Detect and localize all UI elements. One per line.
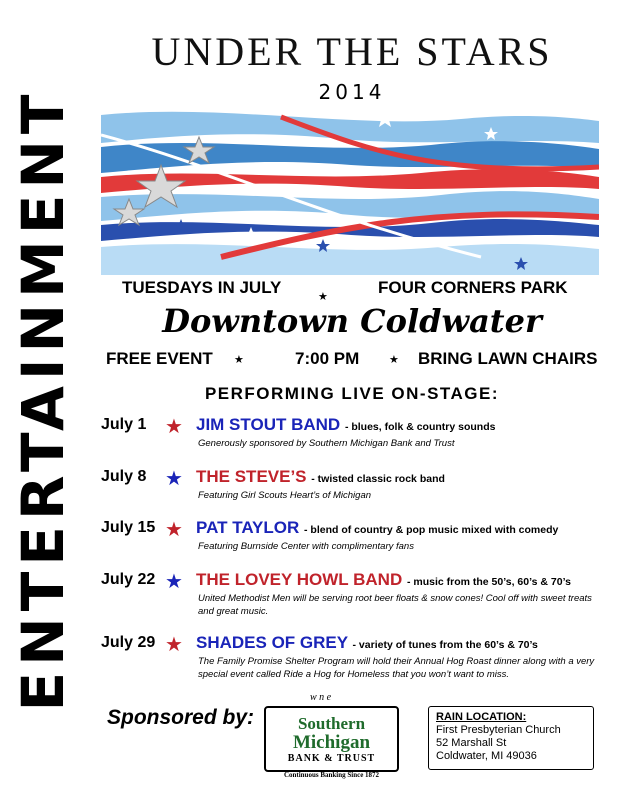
star-icon: ★ — [165, 468, 183, 490]
band-line — [196, 518, 558, 538]
rain-line: Coldwater, MI 49036 — [436, 750, 537, 762]
sponsor-name-line3: BANK & TRUST — [287, 753, 376, 764]
band-name: SHADES OF GREY — [196, 633, 348, 652]
flag-banner-graphic — [101, 107, 599, 275]
performing-headline: PERFORMING LIVE ON-STAGE: — [204, 384, 500, 403]
band-description: - variety of tunes from the 60’s & 70’s — [352, 639, 538, 651]
star-icon: ★ — [389, 354, 399, 366]
band-description: - blend of country & pop music mixed with comedy — [304, 524, 559, 536]
bring-label: BRING LAWN CHAIRS — [418, 349, 598, 368]
sponsor-compass: w n e — [310, 692, 332, 703]
band-name: PAT TAYLOR — [196, 518, 300, 537]
rain-line: 52 Marshall St — [436, 737, 507, 749]
star-icon: ★ — [165, 571, 183, 593]
dates-label: TUESDAYS IN JULY — [122, 278, 282, 297]
band-name: THE STEVE’S — [196, 467, 307, 486]
sponsor-name-line2: Michigan — [292, 732, 371, 753]
vertical-title — [0, 0, 86, 799]
band-name: THE LOVEY HOWL BAND — [196, 570, 403, 589]
stars-stripes-banner — [101, 107, 599, 275]
band-description: - music from the 50’s, 60’s & 70’s — [406, 576, 571, 588]
cost-label: FREE EVENT — [106, 349, 213, 368]
performance-note: The Family Promise Shelter Program will hold their Annual Hog Roast dinner along with a very special event called Ride a Hog for Homeless that you won’t want to miss. — [198, 656, 595, 680]
star-icon: ★ — [165, 416, 183, 438]
performance-date: July 15 — [101, 519, 156, 536]
performance-note: Featuring Girl Scouts Heart’s of Michigan — [198, 490, 372, 501]
band-description: - blues, folk & country sounds — [344, 421, 496, 433]
rain-location-box — [428, 706, 594, 770]
performance-date: July 8 — [101, 468, 147, 485]
band-line — [196, 633, 538, 653]
band-description: - twisted classic rock band — [311, 473, 445, 485]
star-icon: ★ — [165, 634, 183, 656]
star-icon: ★ — [318, 291, 328, 303]
band-line — [196, 415, 495, 435]
rain-line: First Presbyterian Church — [436, 724, 561, 736]
performance-note: Generously sponsored by Southern Michigan Bank and Trust — [198, 438, 455, 449]
performance-date: July 22 — [101, 571, 156, 588]
location-label: FOUR CORNERS PARK — [378, 278, 568, 297]
star-icon: ★ — [165, 519, 183, 541]
entertainment-text: ENTERTAINMENT — [9, 88, 77, 712]
performance-date: July 29 — [101, 634, 156, 651]
band-line — [196, 570, 571, 590]
performance-note: United Methodist Men will be serving root beer floats & snow cones! Cool off with sweet treats and great music. — [198, 593, 592, 617]
time-label: 7:00 PM — [295, 349, 360, 368]
sponsor-logo — [264, 706, 399, 772]
band-line — [196, 467, 445, 487]
performance-note: Featuring Burnside Center with complimentary fans — [198, 541, 414, 552]
star-icon: ★ — [234, 354, 244, 366]
town-name: Downtown Coldwater — [162, 302, 542, 340]
band-name: JIM STOUT BAND — [196, 415, 341, 434]
event-title: UNDER THE STARS — [151, 29, 553, 74]
event-year: 2014 — [318, 80, 386, 104]
sponsor-name-line1: Southern — [297, 714, 366, 733]
sponsored-by-label: Sponsored by: — [107, 706, 255, 729]
performance-date: July 1 — [101, 416, 147, 433]
sponsor-tagline: Continuous Banking Since 1872 — [283, 771, 380, 779]
rain-heading: RAIN LOCATION: — [436, 711, 527, 723]
